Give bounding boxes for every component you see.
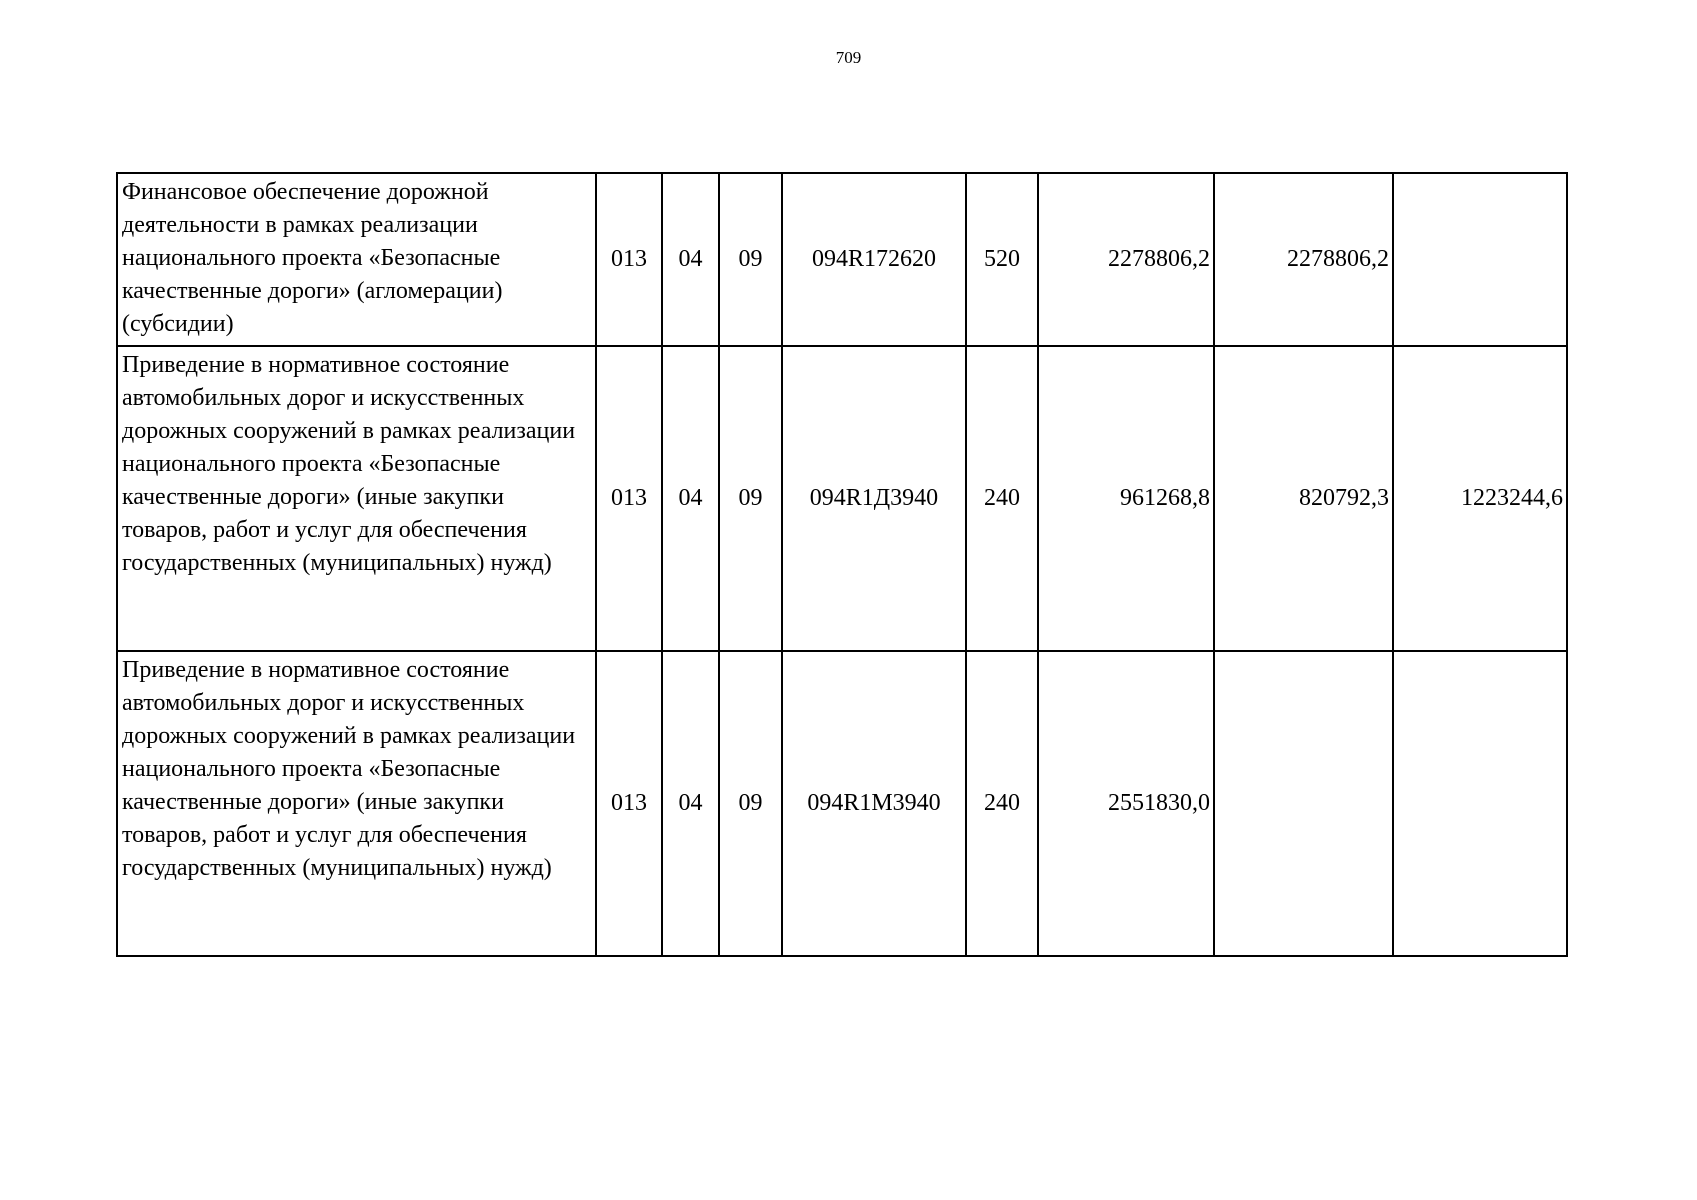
target-item-code: 094R1Д3940 — [782, 346, 966, 651]
table-row — [117, 346, 1567, 651]
expense-description: Финансовое обеспечение дорожной деятельности в рамках реализации национального проекта «Безопасные качественные дороги» (агломерации) (субсидии) — [117, 173, 596, 346]
expense-type-code: 520 — [966, 173, 1038, 346]
expense-type-code: 240 — [966, 651, 1038, 956]
subsection-code: 09 — [719, 651, 782, 956]
section-code: 04 — [662, 346, 719, 651]
amount-3 — [1393, 173, 1567, 346]
amount-2 — [1214, 651, 1393, 956]
amount-3: 1223244,6 — [1393, 346, 1567, 651]
expense-description: Приведение в нормативное состояние автомобильных дорог и искусственных дорожных сооружений в рамках реализации национального проекта «Безопасные качественные дороги» (иные закупки товаров, работ и услуг для обеспечения государственных (муниципальных) нужд) — [117, 651, 596, 956]
amount-1: 2551830,0 — [1038, 651, 1214, 956]
amount-3 — [1393, 651, 1567, 956]
table-row — [117, 173, 1567, 346]
subsection-code: 09 — [719, 173, 782, 346]
section-code: 04 — [662, 173, 719, 346]
expense-description: Приведение в нормативное состояние автомобильных дорог и искусственных дорожных сооружений в рамках реализации национального проекта «Безопасные качественные дороги» (иные закупки товаров, работ и услуг для обеспечения государственных (муниципальных) нужд) — [117, 346, 596, 651]
target-item-code: 094R172620 — [782, 173, 966, 346]
amount-2: 820792,3 — [1214, 346, 1393, 651]
ministry-code: 013 — [596, 651, 662, 956]
amount-1: 961268,8 — [1038, 346, 1214, 651]
budget-table — [116, 172, 1568, 957]
subsection-code: 09 — [719, 346, 782, 651]
target-item-code: 094R1М3940 — [782, 651, 966, 956]
section-code: 04 — [662, 651, 719, 956]
ministry-code: 013 — [596, 173, 662, 346]
expense-type-code: 240 — [966, 346, 1038, 651]
table-row — [117, 651, 1567, 956]
amount-1: 2278806,2 — [1038, 173, 1214, 346]
ministry-code: 013 — [596, 346, 662, 651]
amount-2: 2278806,2 — [1214, 173, 1393, 346]
page-number: 709 — [835, 48, 862, 67]
